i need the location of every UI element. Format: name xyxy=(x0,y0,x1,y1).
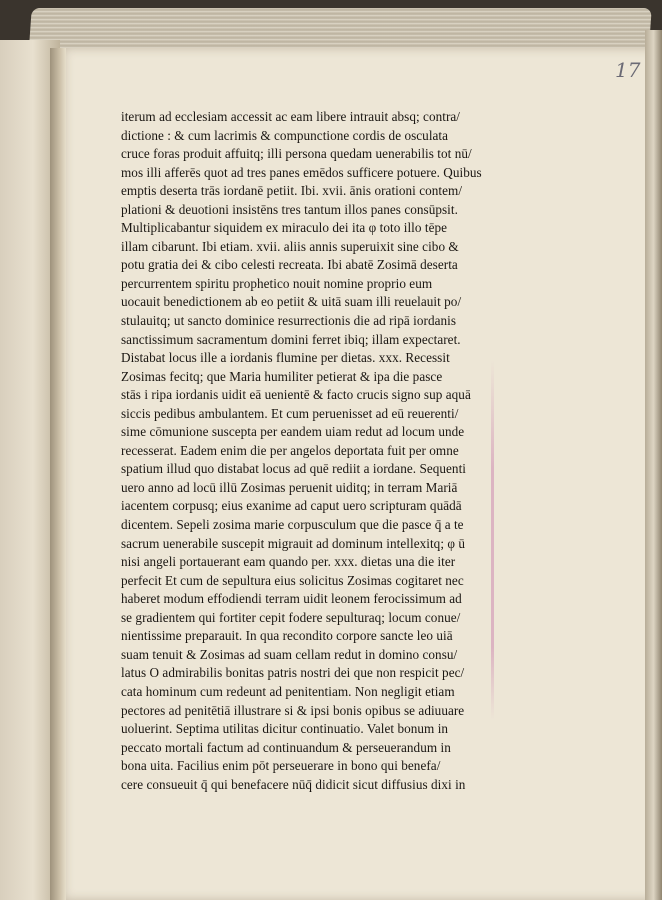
right-page-edge xyxy=(645,30,662,900)
text-line: bona uita. Facilius enim pōt perseuerare in bono qui benefa/ xyxy=(121,758,441,774)
text-line: spatium illud quo distabat locus ad quē rediit a iordane. Sequenti xyxy=(121,461,467,477)
text-line: stās i ripa iordanis uidit eā uenientē & facto crucis signo sup aquā xyxy=(121,387,471,403)
text-line: sanctissimum sacramentum domini ferret ibiq; illam expectaret. xyxy=(121,331,461,347)
text-line: sime cōmunione suscepta per eandem uiam redut ad locum unde xyxy=(121,424,465,440)
text-line: mos illi afferēs quot ad tres panes emēdos sufficere potuere. Quibus xyxy=(121,164,482,180)
text-line: iterum ad ecclesiam accessit ac eam libere intrauit absq; contra/ xyxy=(121,109,461,124)
text-line: iacentem corpusq; eius exanime ad caput uero scripturam quādā xyxy=(121,498,462,514)
text-line: nisi angeli portauerant eam quando per. xxx. dietas una die iter xyxy=(121,554,456,570)
text-line: stulauitq; ut sancto dominice resurrectionis die ad ripā iordanis xyxy=(121,313,457,329)
text-block xyxy=(121,108,493,794)
text-line: uoluerint. Septima utilitas dicitur continuatio. Valet bonum in xyxy=(121,721,449,737)
text-line: potu gratia dei & cibo celesti recreata. Ibi abatē Zosimā deserta xyxy=(121,257,458,273)
text-line: latus O admirabilis bonitas patris nostri dei que non respicit pec/ xyxy=(121,665,465,681)
text-line: emptis deserta trās iordanē petiit. Ibi. xvii. ānis orationi contem/ xyxy=(121,183,463,199)
text-line: Distabat locus ille a iordanis flumine per dietas. xxx. Recessit xyxy=(121,350,450,366)
text-line: recesserat. Eadem enim die per angelos deportata fuit per omne xyxy=(121,442,459,458)
text-line: sacrum uenerabile suscepit migrauit ad dominum intellexitq; φ ū xyxy=(121,535,466,551)
text-line: dicentem. Sepeli zosima marie corpusculum que die pasce q̄ a te xyxy=(121,517,464,533)
text-line: illam cibarunt. Ibi etiam. xvii. aliis annis superuixit sine cibo & xyxy=(121,238,459,254)
text-line: dictione : & cum lacrimis & compunctione cordis de osculata xyxy=(121,127,449,143)
text-line: cruce foras produit affuitq; illi persona quedam uenerabilis tot nū/ xyxy=(121,146,472,162)
text-line: perfecit Et cum de sepultura eius solicitus Zosimas cogitaret nec xyxy=(121,572,464,588)
text-line: Zosimas fecitq; que Maria humiliter petierat & ipa die pasce xyxy=(121,368,443,384)
text-line: haberet modum effodiendi terram uidit leonem ferocissimum ad xyxy=(121,591,462,607)
text-line: suam tenuit & Zosimas ad suam cellam redut in domino consu/ xyxy=(121,646,458,662)
text-line: se gradientem qui fortiter cepit fodere sepulturaq; locum conue/ xyxy=(121,609,461,625)
text-line: Multiplicabantur siquidem ex miraculo dei ita φ toto illo tēpe xyxy=(121,220,448,236)
text-line: nientissime preparauit. In qua recondito corpore sancte leo uiā xyxy=(121,628,453,644)
text-line: siccis pedibus ambulantem. Et cum peruenisset ad eū reuerenti/ xyxy=(121,405,459,421)
text-line: plationi & deuotioni insistēns tres tantum illos panes consūpsit. xyxy=(121,201,458,217)
folio-number: 17 xyxy=(615,58,641,82)
text-line: pectores ad penitētiā illustrare si & ipsi bonis opibus se adiuuare xyxy=(121,702,465,718)
text-line: percurrentem spiritu prophetico nouit nomine proprio eum xyxy=(121,275,433,291)
text-line: cere consueuit q̄ qui benefacere nūq̄ didicit sicut diffusius dixi in xyxy=(121,776,466,792)
gutter xyxy=(50,48,66,900)
text-line: uocauit benedictionem ab eo petiit & uitā suam illi reuelauit po/ xyxy=(121,294,462,310)
text-line: peccato mortali factum ad continuandum & perseuerandum in xyxy=(121,739,451,755)
text-line: uero anno ad locū illū Zosimas peruenit uiditq; in terram Mariā xyxy=(121,479,458,495)
text-line: cata hominum cum redeunt ad penitentiam. Non negligit etiam xyxy=(121,683,455,699)
